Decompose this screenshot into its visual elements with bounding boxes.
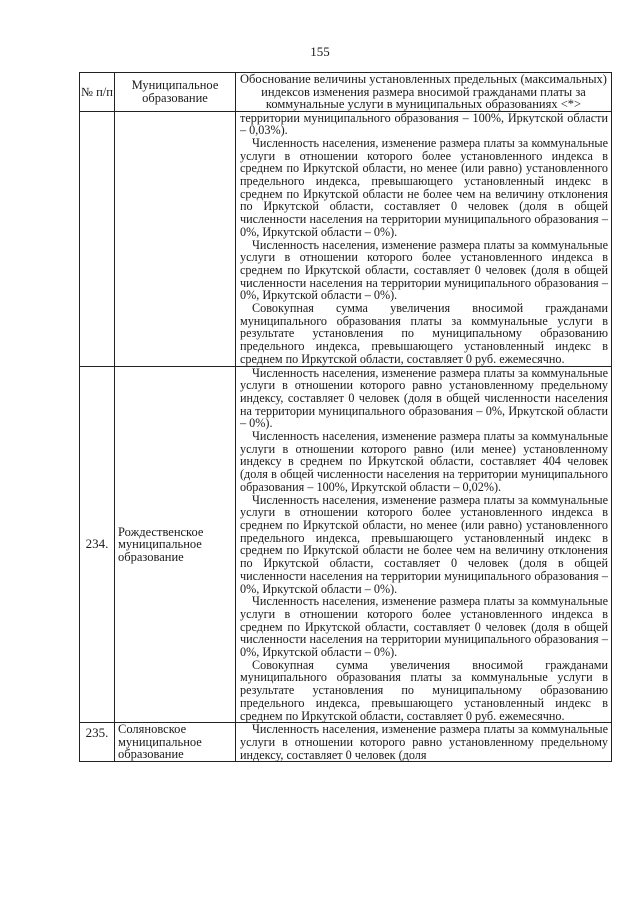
row-justification <box>236 111 612 366</box>
header-number: № п/п <box>80 73 115 112</box>
row-number: 235. <box>80 723 115 762</box>
header-justification: Обоснование величины установленных предельных (максимальных) индексов изменения размера вносимой гражданами платы за коммунальные услуги в муниципальных образованиях <*> <box>236 73 612 112</box>
table-row <box>80 366 612 723</box>
justification-paragraph: территории муниципального образования – 100%, Иркутской области – 0,03%). <box>240 110 608 138</box>
row-municipality <box>115 111 236 366</box>
header-municipality: Муниципальное образование <box>115 73 236 112</box>
table-header-row <box>80 73 612 112</box>
table-row <box>80 111 612 366</box>
justification-paragraph: Численность населения, изменение размера платы за коммунальные услуги в отношении которого равно установленному предельному индексу, составляет 0 человек (доля в общей численности населения на территории муниципального образования – 0%, Иркутской области – 0%). <box>240 365 608 431</box>
justification-paragraph: Численность населения, изменение размера платы за коммунальные услуги в отношении которого более установленного индекса в среднем по Иркутской области, составляет 0 человек (доля в общей численности населения на территории муниципального образования – 0%, Иркутской области – 0%). <box>240 237 608 303</box>
justification-paragraph: Совокупная сумма увеличения вносимой гражданами муниципального образования платы за коммунальные услуги в результате установления по муниципальному образованию предельного индекса, превышающего установленный индекс в среднем по Иркутской области, составляет 0 руб. ежемесячно. <box>240 657 608 723</box>
table-row <box>80 723 612 762</box>
row-justification <box>236 723 612 762</box>
justification-paragraph: Численность населения, изменение размера платы за коммунальные услуги в отношении которого более установленного индекса в среднем по Иркутской области, составляет 0 человек (доля в общей численности населения на территории муниципального образования – 0%, Иркутской области – 0%). <box>240 594 608 660</box>
justification-paragraph: Совокупная сумма увеличения вносимой гражданами муниципального образования платы за коммунальные услуги в результате установления по муниципальному образованию предельного индекса, превышающего установленный индекс в среднем по Иркутской области, составляет 0 руб. ежемесячно. <box>240 301 608 366</box>
row-number: 234. <box>80 366 115 723</box>
page-number: 155 <box>310 44 330 59</box>
row-justification <box>236 366 612 723</box>
justification-paragraph: Численность населения, изменение размера платы за коммунальные услуги в отношении которого более установленного индекса в среднем по Иркутской области, но менее (или равно) установленного предельного индекса, превышающего установленный индекс в среднем по Иркутской области не более чем на величину отклонения по Иркутской области, составляет 0 человек (доля в общей численности населения на территории муниципального образования – 0%, Иркутской области – 0%). <box>240 492 608 596</box>
table-body <box>80 111 612 762</box>
row-municipality: Рождественское муниципальное образование <box>115 366 236 723</box>
justification-paragraph: Численность населения, изменение размера платы за коммунальные услуги в отношении которого более установленного индекса в среднем по Иркутской области, но менее (или равно) установленного предельного индекса, превышающего установленный индекс в среднем по Иркутской области не более чем на величину отклонения по Иркутской области, составляет 0 человек (доля в общей численности населения на территории муниципального образования – 0%, Иркутской области – 0%). <box>240 135 608 239</box>
justification-paragraph: Численность населения, изменение размера платы за коммунальные услуги в отношении которого равно установленному предельному индексу, составляет 0 человек (доля <box>240 722 608 762</box>
row-number <box>80 111 115 366</box>
row-municipality: Соляновское муниципальное образование <box>115 723 236 762</box>
justification-paragraph: Численность населения, изменение размера платы за коммунальные услуги в отношении которого равно (или менее) установленному индексу в среднем по Иркутской области, составляет 404 человек (доля в общей численности населения на территории муниципального образования – 100%, Иркутской области – 0,02%). <box>240 429 608 494</box>
tariff-index-table <box>79 72 612 762</box>
